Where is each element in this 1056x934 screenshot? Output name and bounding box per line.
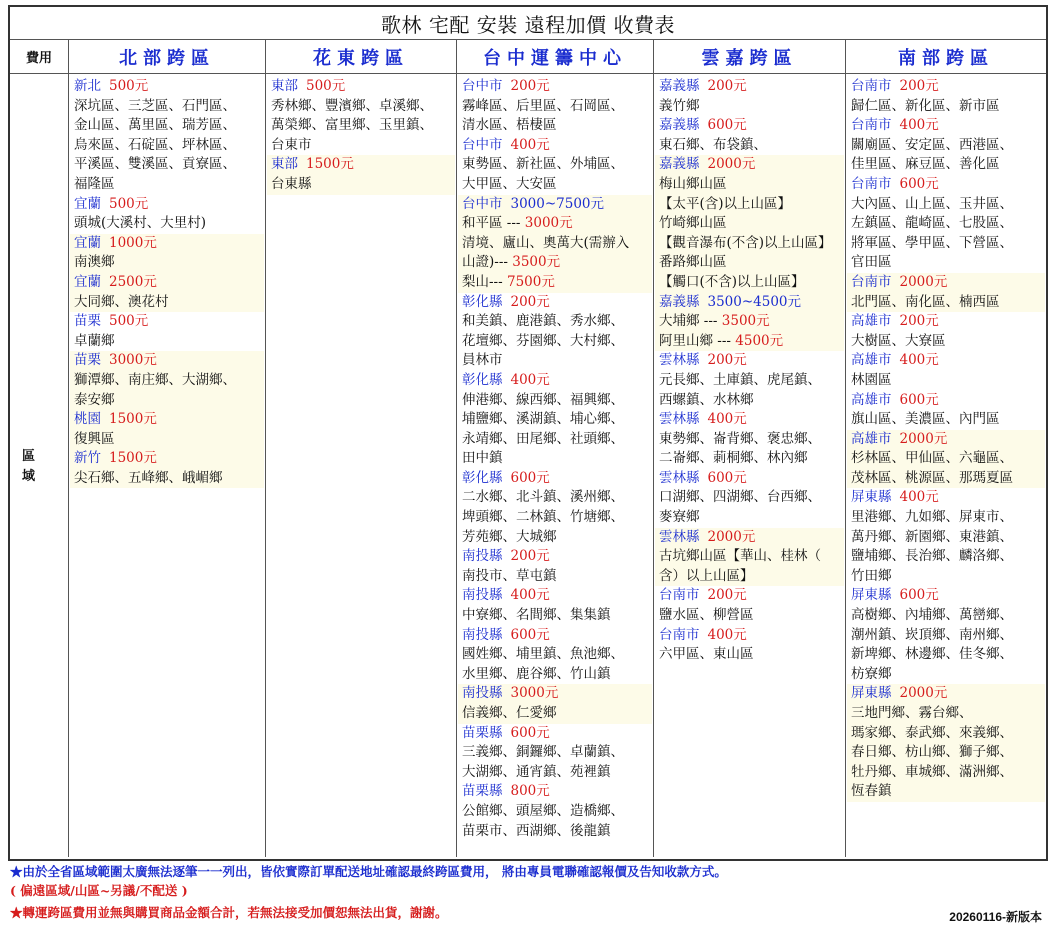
region-group	[458, 469, 652, 547]
region-name: 彰化縣	[462, 371, 503, 388]
sub-price: 4500元	[735, 332, 784, 349]
region-group	[847, 312, 1045, 351]
region-heading	[74, 449, 260, 469]
region-name: 嘉義縣	[659, 78, 700, 94]
region-name: 台中市	[462, 195, 503, 212]
region-group	[458, 586, 652, 625]
region-price: 1500元	[109, 411, 157, 428]
region-price: 600元	[707, 469, 747, 486]
region-heading	[462, 293, 648, 313]
sub-price: 3500元	[721, 313, 770, 330]
region-name: 南投縣	[462, 587, 503, 604]
region-group	[458, 136, 652, 195]
area-list-line: 麥寮鄉	[659, 509, 700, 526]
region-name: 屏東縣	[851, 685, 892, 702]
region-group	[847, 586, 1045, 684]
area-list-line: 尖石鄉、五峰鄉、峨嵋鄉	[74, 469, 223, 486]
region-name: 彰化縣	[462, 293, 503, 310]
region-heading	[659, 77, 840, 97]
region-price: 400元	[899, 117, 939, 134]
region-heading	[851, 77, 1041, 97]
table-title: 歌林 宅配 安裝 遠程加價 收費表	[10, 7, 1046, 40]
area-list-line: 花壇鄉、芬園鄉、大村鄉、	[462, 332, 624, 349]
region-heading	[74, 234, 260, 254]
region-heading	[851, 351, 1041, 371]
region-group	[458, 371, 652, 469]
region-price: 400元	[707, 411, 747, 428]
region-heading	[74, 273, 260, 293]
sub-price-line	[659, 332, 840, 352]
note-scope: ★由於全省區域範圍太廣無法逐筆一一列出，皆依實際訂單配送地址確認最終跨區費用， 將由專員電聯確認報價及告知收款方式。	[10, 864, 727, 879]
region-name: 南投縣	[462, 685, 503, 702]
region-heading	[74, 195, 260, 215]
sub-price: 7500元	[506, 273, 555, 290]
region-price: 200元	[510, 548, 550, 565]
area-list-line: 官田區	[851, 254, 892, 271]
area-list-line: 鹽水區、柳營區	[659, 607, 754, 624]
region-heading	[851, 273, 1041, 293]
region-price: 1000元	[109, 234, 157, 251]
area-list-line: 東石鄉、布袋鎮、	[659, 136, 767, 153]
area-list-line: 左鎮區、龍崎區、七股區、	[851, 215, 1013, 232]
region-heading	[74, 351, 260, 371]
area-list-line: 員林市	[462, 352, 503, 369]
sub-area: 清境、廬山、奧萬大(需辦入	[462, 234, 630, 251]
region-group	[655, 410, 844, 469]
area-list-line: 春日鄉、枋山鄉、獅子鄉、	[851, 744, 1013, 761]
south-header: 南部跨區	[898, 47, 994, 69]
sub-price: 3500元	[512, 254, 561, 271]
region-heading	[462, 782, 648, 802]
area-list-line: 新埤鄉、林邊鄉、佳冬鄉、	[851, 646, 1013, 663]
north-column	[69, 74, 266, 857]
region-price: 1500元	[109, 450, 157, 467]
region-name: 嘉義縣	[659, 156, 700, 173]
area-list-line: 大內區、山上區、玉井區、	[851, 195, 1013, 212]
region-name: 苗栗	[74, 313, 101, 330]
area-list-line: 高樹鄉、內埔鄉、萬巒鄉、	[851, 607, 1013, 624]
region-name: 台南市	[851, 78, 892, 94]
area-list-line: 秀林鄉、豐濱鄉、卓溪鄉、	[271, 97, 433, 114]
region-row-label: 區域	[10, 74, 69, 857]
region-price: 200元	[707, 78, 747, 94]
region-price: 1500元	[306, 156, 354, 173]
area-list-line: 佳里區、麻豆區、善化區	[851, 156, 1000, 173]
area-list-line: 番路鄉山區	[659, 254, 727, 271]
region-price: 400元	[899, 352, 939, 369]
region-group	[458, 195, 652, 293]
region-group	[70, 351, 264, 410]
area-list-line: 三義鄉、銅鑼鄉、卓蘭鎮、	[462, 744, 624, 761]
area-list-line: 林園區	[851, 371, 892, 388]
area-list-line: 南投市、草屯鎮	[462, 567, 557, 584]
area-list-line: 二崙鄉、莿桐鄉、林內鄉	[659, 450, 808, 467]
region-heading	[462, 626, 648, 646]
region-group	[847, 430, 1045, 489]
north-header: 北部跨區	[69, 40, 266, 73]
region-heading	[659, 469, 840, 489]
region-name: 嘉義縣	[659, 117, 700, 134]
region-heading	[659, 410, 840, 430]
region-name: 台南市	[659, 626, 700, 643]
region-group	[655, 528, 844, 587]
region-price: 200元	[707, 587, 747, 604]
area-list-line: 伸港鄉、線西鄉、福興鄉、	[462, 391, 624, 408]
area-list-line: 苗栗市、西湖鄉、後龍鎮	[462, 822, 611, 839]
region-price: 600元	[510, 626, 550, 643]
region-group	[847, 684, 1045, 802]
region-group	[655, 626, 844, 665]
region-price: 600元	[510, 724, 550, 741]
region-group	[458, 684, 652, 723]
region-name: 東部	[271, 78, 298, 94]
taichung-header: 台中運籌中心	[457, 40, 654, 73]
region-group	[70, 195, 264, 234]
region-price: 600元	[899, 587, 939, 604]
fee-header: 費用	[10, 40, 69, 73]
region-price: 200元	[899, 78, 939, 94]
region-price: 400元	[899, 489, 939, 506]
region-group	[847, 116, 1045, 175]
east-column	[266, 74, 457, 857]
region-name: 桃園	[74, 411, 101, 428]
region-group	[847, 273, 1045, 312]
region-heading	[74, 312, 260, 332]
area-list-line: 公館鄉、頭屋鄉、造橋鄉、	[462, 802, 624, 819]
region-price: 2000元	[899, 273, 948, 290]
region-name: 東部	[271, 156, 298, 173]
area-list-line: 口湖鄉、四湖鄉、台西鄉、	[659, 489, 821, 506]
area-list-line: 旗山區、美濃區、內門區	[851, 411, 1000, 428]
area-list-line: 歸仁區、新化區、新市區	[851, 97, 1000, 114]
region-name: 高雄市	[851, 313, 892, 330]
region-name: 屏東縣	[851, 587, 892, 604]
area-list-line: 杉林區、甲仙區、六龜區、	[851, 450, 1013, 467]
footnotes	[10, 862, 1050, 922]
region-name: 台中市	[462, 136, 503, 153]
area-list-line: 萬榮鄉、富里鄉、玉里鎮、	[271, 117, 433, 134]
east-header: 花東跨區	[266, 40, 457, 73]
area-list-line: 台東縣	[271, 175, 312, 192]
region-group	[70, 410, 264, 449]
region-heading	[659, 626, 840, 646]
region-group	[847, 175, 1045, 273]
region-group	[655, 586, 844, 625]
region-group	[847, 351, 1045, 390]
note-surcharge: ★轉運跨區費用並無與購買商品金額合計，若無法接受加價恕無法出貨，謝謝。	[10, 905, 448, 920]
yunjia-header: 雲嘉跨區	[654, 40, 846, 73]
region-name: 台南市	[851, 273, 892, 290]
region-name: 高雄市	[851, 430, 892, 447]
area-list-line: 梅山鄉山區	[659, 175, 727, 192]
area-list-line: 【太平(含)以上山區】	[659, 195, 792, 212]
region-price: 400元	[510, 136, 550, 153]
region-price: 2000元	[707, 156, 756, 173]
area-list-line: 埤頭鄉、二林鎮、竹塘鄉、	[462, 509, 624, 526]
region-name: 雲林縣	[659, 411, 700, 428]
region-price: 500元	[109, 195, 149, 212]
region-name: 台中市	[462, 78, 503, 94]
region-group	[655, 293, 844, 352]
region-price: 400元	[707, 626, 747, 643]
region-heading	[462, 195, 648, 215]
region-name: 新北	[74, 78, 101, 94]
sub-area: 梨山---	[462, 273, 507, 290]
area-list-line: 瑪家鄉、泰武鄉、來義鄉、	[851, 724, 1013, 741]
area-list-line: 深坑區、三芝區、石門區、	[74, 97, 236, 114]
region-group	[655, 351, 844, 410]
region-price: 600元	[510, 469, 550, 486]
area-list-line: 恆春鎮	[851, 783, 892, 800]
region-name: 宜蘭	[74, 195, 101, 212]
area-list-line: 大甲區、大安區	[462, 175, 557, 192]
area-list-line: 萬丹鄉、新園鄉、東港鎮、	[851, 528, 1013, 545]
area-list-line: 六甲區、東山區	[659, 646, 754, 663]
region-price: 400元	[510, 371, 550, 388]
region-heading	[851, 391, 1041, 411]
region-name: 苗栗縣	[462, 783, 503, 800]
region-name: 苗栗	[74, 352, 101, 369]
sub-area: 大埔鄉 ---	[659, 313, 722, 330]
region-name: 雲林縣	[659, 469, 700, 486]
region-group	[458, 724, 652, 783]
region-name: 南投縣	[462, 626, 503, 643]
area-list-line: 大同鄉、澳花村	[74, 293, 169, 310]
area-list-line: 中寮鄉、名間鄉、集集鎮	[462, 607, 611, 624]
region-heading	[659, 351, 840, 371]
region-heading	[462, 371, 648, 391]
region-price: 3000~7500元	[510, 195, 605, 212]
area-list-line: 東勢區、新社區、外埔區、	[462, 156, 624, 173]
area-list-line: 里港鄉、九如鄉、屏東市、	[851, 509, 1013, 526]
region-name: 雲林縣	[659, 528, 700, 545]
sub-price-line	[462, 234, 648, 254]
area-list-line: 平溪區、雙溪區、貢寮區、	[74, 156, 236, 173]
area-list-line: 獅潭鄉、南庄鄉、大湖鄉、	[74, 371, 236, 388]
region-name: 台南市	[659, 587, 700, 604]
area-list-line: 將軍區、學甲區、下營區、	[851, 234, 1013, 251]
area-list-line: 水里鄉、鹿谷鄉、竹山鎮	[462, 665, 611, 682]
region-heading	[851, 586, 1041, 606]
area-list-line: 鹽埔鄉、長治鄉、麟洛鄉、	[851, 548, 1013, 565]
region-group	[458, 547, 652, 586]
region-heading	[659, 116, 840, 136]
area-list-line: 東勢鄉、崙背鄉、褒忠鄉、	[659, 430, 821, 447]
region-price: 2000元	[899, 430, 948, 447]
region-price: 2500元	[109, 273, 157, 290]
region-group	[847, 77, 1045, 116]
region-name: 台南市	[851, 175, 892, 192]
region-name: 雲林縣	[659, 352, 700, 369]
region-price: 200元	[510, 293, 550, 310]
region-group	[655, 155, 844, 292]
area-list-line: 元長鄉、土庫鎮、虎尾鎮、	[659, 371, 821, 388]
region-heading	[659, 155, 840, 175]
region-name: 宜蘭	[74, 234, 101, 251]
region-heading	[851, 684, 1041, 704]
region-heading	[74, 410, 260, 430]
area-list-line: 牡丹鄉、車城鄉、滿洲鄉、	[851, 763, 1013, 780]
sub-price-line	[659, 312, 840, 332]
region-price: 3000元	[510, 685, 559, 702]
region-price: 3500~4500元	[707, 293, 802, 310]
region-heading	[851, 175, 1041, 195]
header-row	[10, 40, 1046, 74]
region-heading	[462, 586, 648, 606]
region-name: 高雄市	[851, 352, 892, 369]
area-list-line: 關廟區、安定區、西港區、	[851, 136, 1013, 153]
region-name: 南投縣	[462, 548, 503, 565]
area-list-line: 枋寮鄉	[851, 665, 892, 682]
region-heading	[271, 155, 451, 175]
sub-area: 山證)---	[462, 254, 513, 271]
region-price: 2000元	[899, 685, 948, 702]
area-list-line: 【觀音瀑布(不含)以上山區】	[659, 234, 832, 251]
sub-area: 阿里山鄉 ---	[659, 332, 736, 349]
region-price: 500元	[109, 313, 149, 330]
region-group	[70, 312, 264, 351]
sub-price-line	[462, 214, 648, 234]
area-list-line: 北門區、南化區、楠西區	[851, 293, 1000, 310]
region-heading	[462, 724, 648, 744]
area-list-line: 芳苑鄉、大城鄉	[462, 528, 557, 545]
region-heading	[271, 77, 451, 97]
region-name: 苗栗縣	[462, 724, 503, 741]
region-price: 600元	[899, 391, 939, 408]
area-list-line: 永靖鄉、田尾鄉、社頭鄉、	[462, 430, 624, 447]
area-list-line: 埔鹽鄉、溪湖鎮、埔心鄉、	[462, 411, 624, 428]
region-name: 彰化縣	[462, 469, 503, 486]
area-list-line: 和美鎮、鹿港鎮、秀水鄉、	[462, 313, 624, 330]
area-list-line: 信義鄉、仁愛鄉	[462, 705, 557, 721]
region-group	[267, 155, 455, 194]
region-group	[458, 293, 652, 371]
region-heading	[462, 136, 648, 156]
region-heading	[659, 293, 840, 313]
area-list-line: 大湖鄉、通宵鎮、苑裡鎮	[462, 763, 611, 780]
region-group	[458, 77, 652, 136]
sub-price-line	[462, 253, 648, 273]
region-price: 500元	[306, 78, 346, 94]
region-heading	[659, 586, 840, 606]
region-name: 嘉義縣	[659, 293, 700, 310]
area-list-line: 義竹鄉	[659, 97, 700, 114]
region-group	[70, 273, 264, 312]
region-group	[655, 469, 844, 528]
region-group	[847, 391, 1045, 430]
region-heading	[462, 547, 648, 567]
region-price: 600元	[899, 175, 939, 192]
region-group	[458, 782, 652, 841]
note-remote-areas: ( 偏遠區域/山區~另議/不配送 )	[10, 883, 188, 898]
taichung-column	[457, 74, 654, 857]
area-list-line: 含）以上山區】	[659, 567, 754, 584]
region-heading	[462, 77, 648, 97]
area-list-line: 霧峰區、后里區、石岡區、	[462, 97, 624, 114]
region-name: 屏東縣	[851, 489, 892, 506]
region-group	[70, 449, 264, 488]
region-heading	[74, 77, 260, 97]
region-group	[458, 626, 652, 685]
area-list-line: 竹崎鄉山區	[659, 215, 727, 232]
region-price: 500元	[109, 78, 149, 94]
region-price: 800元	[510, 783, 550, 800]
region-heading	[851, 430, 1041, 450]
area-list-line: 清水區、梧棲區	[462, 117, 557, 134]
area-list-line: 烏來區、石碇區、坪林區、	[74, 136, 236, 153]
yunjia-column	[654, 74, 846, 857]
region-group	[70, 77, 264, 195]
area-list-line: 古坑鄉山區【華山、桂林（	[659, 548, 821, 565]
region-name: 宜蘭	[74, 273, 101, 290]
area-list-line: 復興區	[74, 430, 115, 447]
area-list-line: 台東市	[271, 136, 312, 153]
region-price: 2000元	[707, 528, 756, 545]
region-group	[655, 116, 844, 155]
area-list-line: 南澳鄉	[74, 254, 115, 271]
sub-area: 和平區 ---	[462, 215, 525, 232]
region-heading	[851, 488, 1041, 508]
region-group	[70, 234, 264, 273]
region-price: 600元	[707, 117, 747, 134]
area-list-line: 頭城(大溪村、大里村)	[74, 215, 207, 232]
fee-table	[8, 5, 1048, 861]
region-group	[847, 488, 1045, 586]
area-list-line: 福隆區	[74, 175, 115, 192]
area-list-line: 茂林區、桃源區、那瑪夏區	[851, 469, 1013, 486]
sub-price-line	[462, 273, 648, 293]
region-row	[10, 74, 1046, 857]
region-heading	[851, 312, 1041, 332]
region-price: 200元	[707, 352, 747, 369]
region-price: 200元	[510, 78, 550, 94]
sub-price: 3000元	[524, 215, 573, 232]
area-list-line: 【觸口(不含)以上山區】	[659, 273, 805, 290]
area-list-line: 泰安鄉	[74, 391, 115, 408]
area-list-line: 竹田鄉	[851, 567, 892, 584]
region-name: 台南市	[851, 117, 892, 134]
region-name: 高雄市	[851, 391, 892, 408]
version-label: 20260116-新版本	[949, 910, 1042, 924]
region-name: 新竹	[74, 450, 101, 467]
region-price: 3000元	[109, 352, 157, 369]
area-list-line: 大樹區、大寮區	[851, 332, 946, 349]
region-group	[655, 77, 844, 116]
region-price: 400元	[510, 587, 550, 604]
area-list-line: 國姓鄉、埔里鎮、魚池鄉、	[462, 646, 624, 663]
area-list-line: 金山區、萬里區、瑞芳區、	[74, 117, 236, 134]
region-heading	[462, 684, 648, 704]
region-heading	[851, 116, 1041, 136]
region-heading	[462, 469, 648, 489]
area-list-line: 西螺鎮、水林鄉	[659, 391, 754, 408]
area-list-line: 三地門鄉、霧台鄉、	[851, 705, 973, 721]
area-list-line: 二水鄉、北斗鎮、溪州鄉、	[462, 489, 624, 506]
south-column	[846, 74, 1046, 857]
region-group	[267, 77, 455, 155]
area-list-line: 卓蘭鄉	[74, 332, 115, 349]
area-list-line: 田中鎮	[462, 450, 503, 467]
region-heading	[659, 528, 840, 548]
region-price: 200元	[899, 313, 939, 330]
area-list-line: 潮州鎮、崁頂鄉、南州鄉、	[851, 626, 1013, 643]
